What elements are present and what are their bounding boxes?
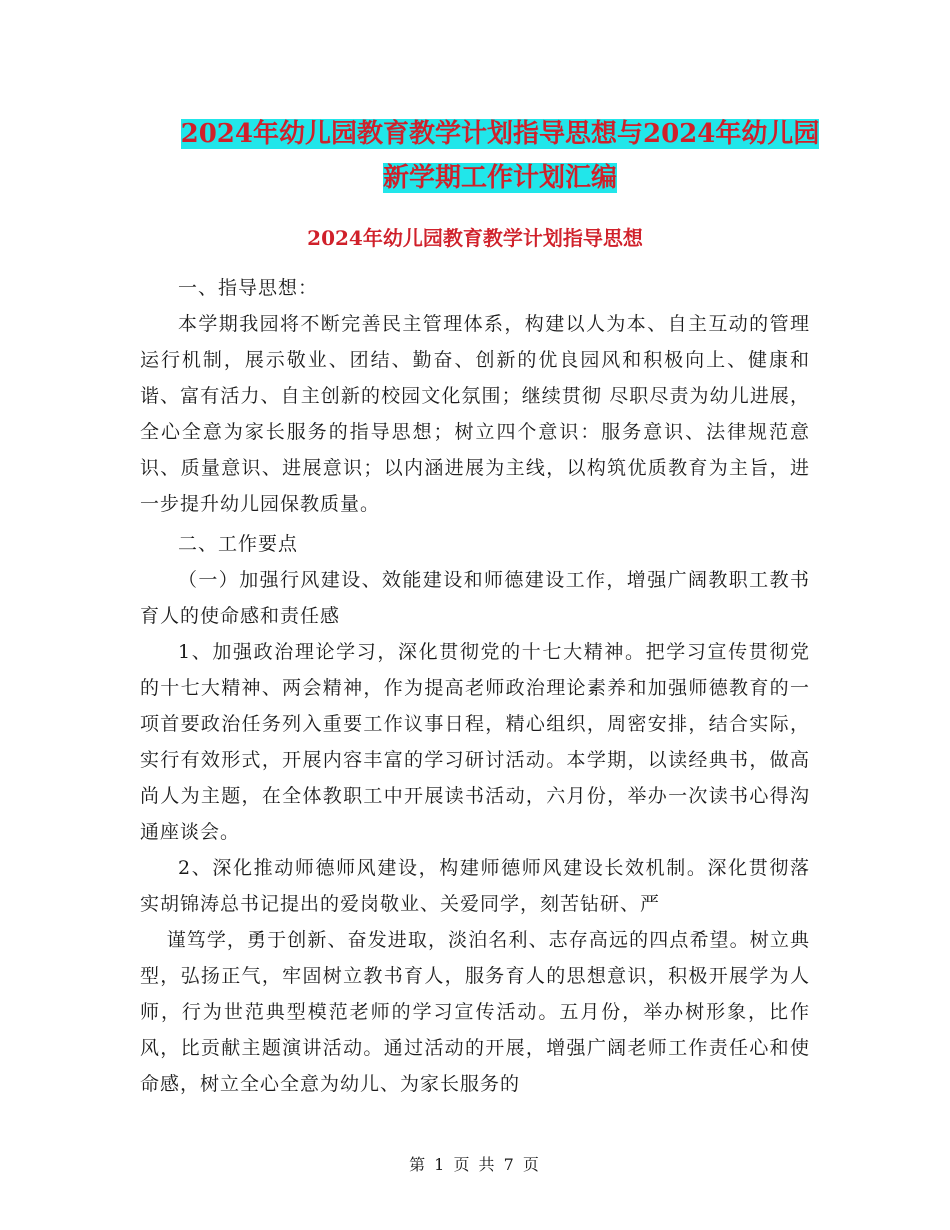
- heading-work-points: 二、工作要点: [178, 533, 299, 555]
- heading-guiding-thought: 一、指导思想：: [178, 277, 319, 299]
- document-title-line-2: 新学期工作计划汇编: [382, 163, 617, 193]
- page-footer: 第 1 页 共 7 页: [409, 1155, 541, 1174]
- paragraph-item-2: 2、深化推动师德师风建设，构建师德师风建设长效机制。深化贯彻落实胡锦涛总书记提出的爱岗敬业、关爱同学，刻苦钻研、严: [140, 857, 810, 915]
- paragraph-item-2-continued: 谨笃学，勇于创新、奋发进取，淡泊名利、志存高远的四点希望。树立典型，弘扬正气，牢固树立教书育人，服务育人的思想意识，积极开展学为人师，行为世范典型模范老师的学习宣传活动。五月份，举办树形象，比作风，比贡献主题演讲活动。通过活动的开展，增强广阔老师工作责任心和使命感，树立全心全意为幼儿、为家长服务的: [140, 929, 810, 1095]
- paragraph-subheading-1: （一）加强行风建设、效能建设和师德建设工作，增强广阔教职工教书育人的使命感和责任感: [140, 569, 810, 627]
- paragraph-item-1: 1、加强政治理论学习，深化贯彻党的十七大精神。把学习宣传贯彻党的十七大精神、两会精神，作为提高老师政治理论素养和加强师德教育的一项首要政治任务列入重要工作议事日程，精心组织，周密安排，结合实际，实行有效形式，开展内容丰富的学习研讨活动。本学期，以读经典书，做高尚人为主题，在全体教职工中开展读书活动，六月份，举办一次读书心得沟通座谈会。: [140, 641, 810, 843]
- document-body: [140, 270, 810, 1102]
- document-title-line-1: 2024年幼儿园教育教学计划指导思想与2024年幼儿园: [180, 119, 820, 149]
- section-title: 2024年幼儿园教育教学计划指导思想: [307, 226, 643, 250]
- document-title: [140, 112, 860, 200]
- paragraph-guiding-thought: 本学期我园将不断完善民主管理体系，构建以人为本、自主互动的管理运行机制，展示敬业、团结、勤奋、创新的优良园风和积极向上、健康和谐、富有活力、自主创新的校园文化氛围；继续贯彻 尽职尽责为幼儿进展，全心全意为家长服务的指导思想；树立四个意识：服务意识、法律规范意识、质量意识、进展意识；以内涵进展为主线，以构筑优质教育为主旨，进一步提升幼儿园保教质量。: [140, 313, 810, 515]
